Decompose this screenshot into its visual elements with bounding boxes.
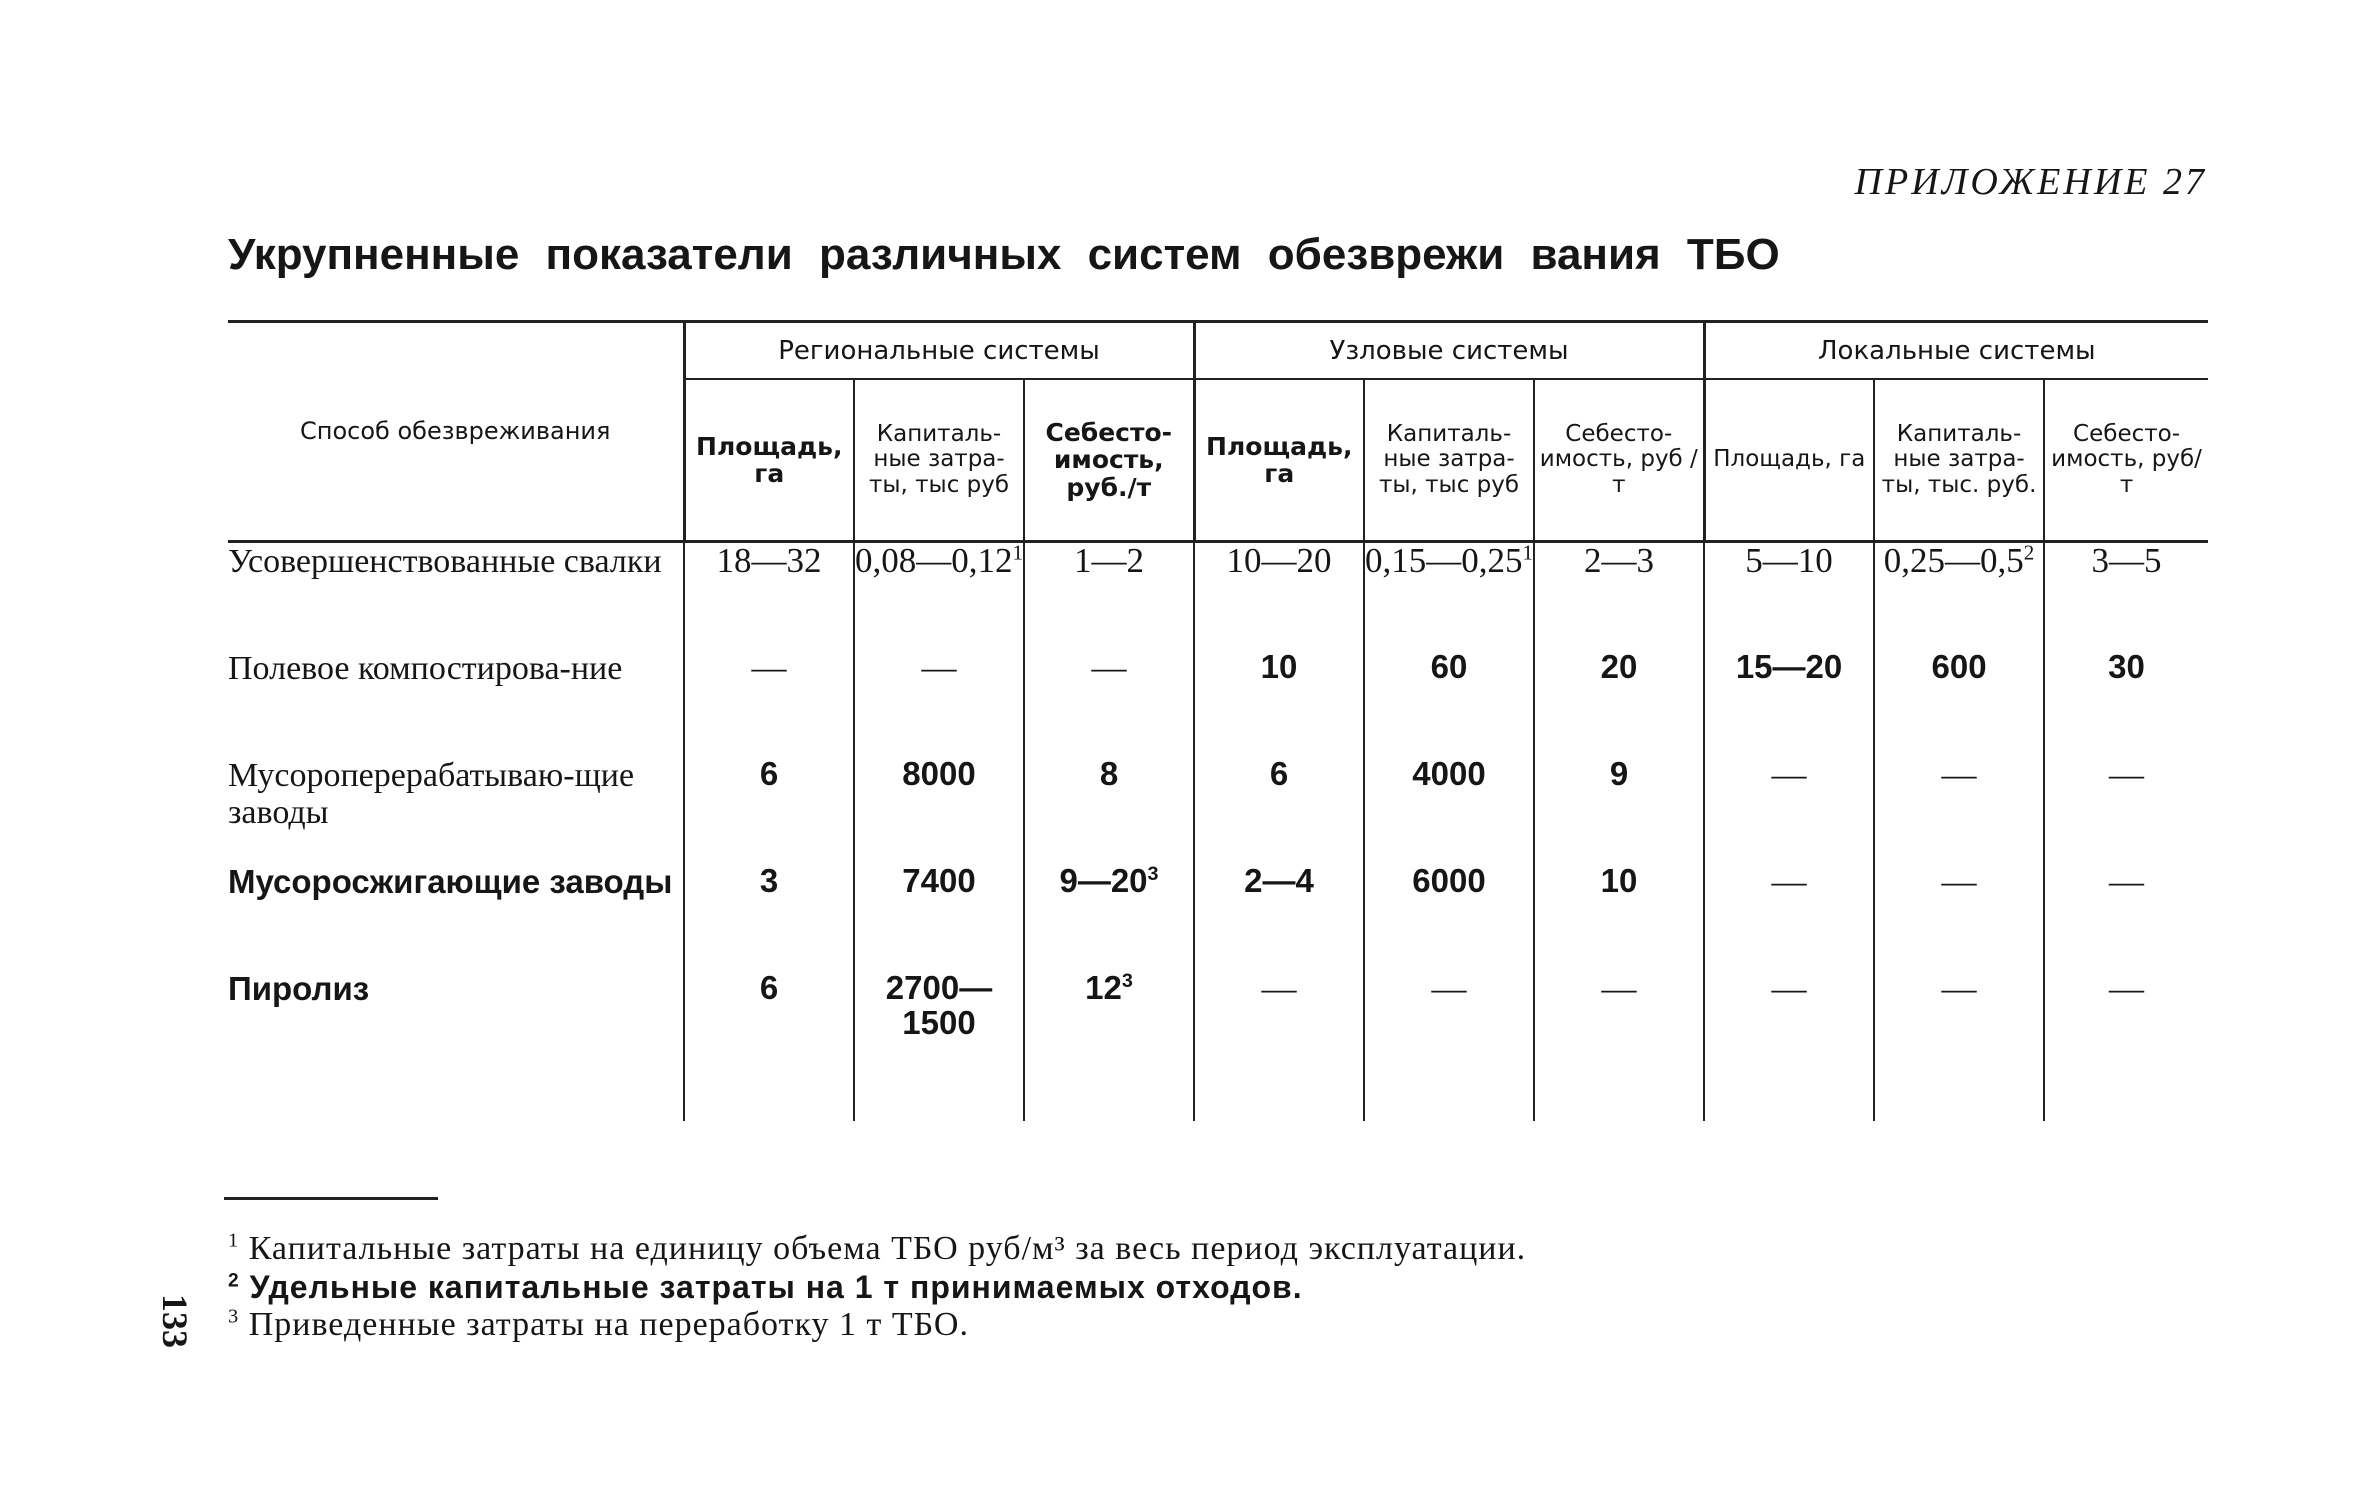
- method-cell: Мусоросжигающие заводы: [228, 863, 673, 900]
- value-cell: —: [1534, 971, 1704, 1121]
- value-cell: 5—10: [1704, 542, 1874, 651]
- value-cell: —: [2044, 757, 2208, 864]
- value-cell: 7400: [854, 864, 1024, 971]
- local-area-header: Площадь, га: [1704, 379, 1874, 542]
- value-cell: 2—3: [1534, 542, 1704, 651]
- regional-capital-header: Капиталь-ные затра-ты, тыс руб: [854, 379, 1024, 542]
- value-cell: —: [1704, 864, 1874, 971]
- group-header-regional: Региональные системы: [684, 322, 1194, 380]
- value-cell: 30: [2044, 650, 2208, 757]
- value-cell: —: [1364, 971, 1534, 1121]
- nodal-area-header: Площадь, га: [1194, 379, 1364, 542]
- value-cell: $9—20^3$: [1024, 864, 1194, 971]
- value-cell: —: [2044, 971, 2208, 1121]
- footnote-ref: 3: [1147, 863, 1159, 885]
- local-capital-header: Капиталь-ные затра-ты, тыс. руб.: [1874, 379, 2044, 542]
- value-cell: 10: [1534, 864, 1704, 971]
- table-row: [228, 864, 2208, 971]
- footnote-3: $^3$ Приведенные затраты на переработку 1 т ТБО.: [228, 1305, 969, 1343]
- group-header-local: Локальные системы: [1704, 322, 2208, 380]
- footnote-divider: [224, 1197, 438, 1200]
- local-cost-header: Себесто-имость, руб/ т: [2044, 379, 2208, 542]
- indicators-table: [228, 320, 2208, 1121]
- method-cell: Пиролиз: [228, 970, 370, 1007]
- value-cell: 6: [1194, 757, 1364, 864]
- regional-area-header: Площадь, га: [684, 379, 854, 542]
- value-cell: 8000: [854, 757, 1024, 864]
- value-cell: 9: [1534, 757, 1704, 864]
- table-title: Укрупненные показатели различных систем обезврежи вания ТБО: [228, 230, 1780, 279]
- value-cell: 2—4: [1194, 864, 1364, 971]
- method-cell: Мусороперерабатываю-щие заводы: [228, 757, 635, 832]
- value-cell: —: [1874, 971, 2044, 1121]
- nodal-capital-header: Капиталь-ные затра-ты, тыс руб: [1364, 379, 1534, 542]
- footnote-ref: 3: [1121, 970, 1133, 992]
- value-cell: 10: [1194, 650, 1364, 757]
- value-cell: 600: [1874, 650, 2044, 757]
- footnotes: [228, 1230, 1526, 1344]
- value-cell: —: [2044, 864, 2208, 971]
- value-cell: 3: [684, 864, 854, 971]
- value-cell: 60: [1364, 650, 1534, 757]
- footnote-ref: 2: [2023, 540, 2035, 565]
- value-cell: —: [1194, 971, 1364, 1121]
- value-cell: 1—2: [1024, 542, 1194, 651]
- value-cell: —: [1704, 757, 1874, 864]
- table-row: [228, 650, 2208, 757]
- value-cell: 18—32: [684, 542, 854, 651]
- value-cell: 6000: [1364, 864, 1534, 971]
- method-cell: Усовершенствованные свалки: [228, 543, 662, 580]
- value-cell: 6: [684, 757, 854, 864]
- value-cell: 2700—1500: [854, 971, 1024, 1121]
- method-cell: Полевое компостирова-ние: [228, 650, 623, 687]
- value-cell: 10—20: [1194, 542, 1364, 651]
- method-column-header: Способ обезвреживания: [228, 322, 684, 542]
- value-cell: —: [854, 650, 1024, 757]
- value-cell: $12^3$: [1024, 971, 1194, 1121]
- regional-cost-header: Себесто-имость, руб./т: [1024, 379, 1194, 542]
- table-row: [228, 757, 2208, 864]
- value-cell: $0,25—0,5^2$: [1874, 542, 2044, 651]
- value-cell: —: [1024, 650, 1194, 757]
- value-cell: 0,08—0,12$^1$: [854, 542, 1024, 651]
- value-cell: 4000: [1364, 757, 1534, 864]
- value-cell: 3—5: [2044, 542, 2208, 651]
- value-cell: 8: [1024, 757, 1194, 864]
- group-header-nodal: Узловые системы: [1194, 322, 1704, 380]
- value-cell: 15—20: [1704, 650, 1874, 757]
- footnote-ref: 1: [1522, 540, 1534, 565]
- value-cell: —: [1874, 864, 2044, 971]
- footnote-2: $^2$ Удельные капитальные затраты на 1 т принимаемых отходов.: [228, 1269, 1303, 1305]
- value-cell: 0,15—0,25$^1$: [1364, 542, 1534, 651]
- table-row: [228, 971, 2208, 1121]
- footnote-1: $^1$ Капитальные затраты на единицу объема ТБО руб/м³ за весь период эксплуатации.: [228, 1229, 1527, 1267]
- appendix-label: ПРИЛОЖЕНИЕ 27: [1854, 161, 2207, 203]
- value-cell: —: [1874, 757, 2044, 864]
- value-cell: 6: [684, 971, 854, 1121]
- footnote-ref: 1: [1012, 540, 1023, 565]
- value-cell: —: [1704, 971, 1874, 1121]
- nodal-cost-header: Себесто-имость, руб /т: [1534, 379, 1704, 542]
- table-row: [228, 542, 2208, 651]
- value-cell: —: [684, 650, 854, 757]
- value-cell: 20: [1534, 650, 1704, 757]
- page-number: 133: [155, 1294, 195, 1348]
